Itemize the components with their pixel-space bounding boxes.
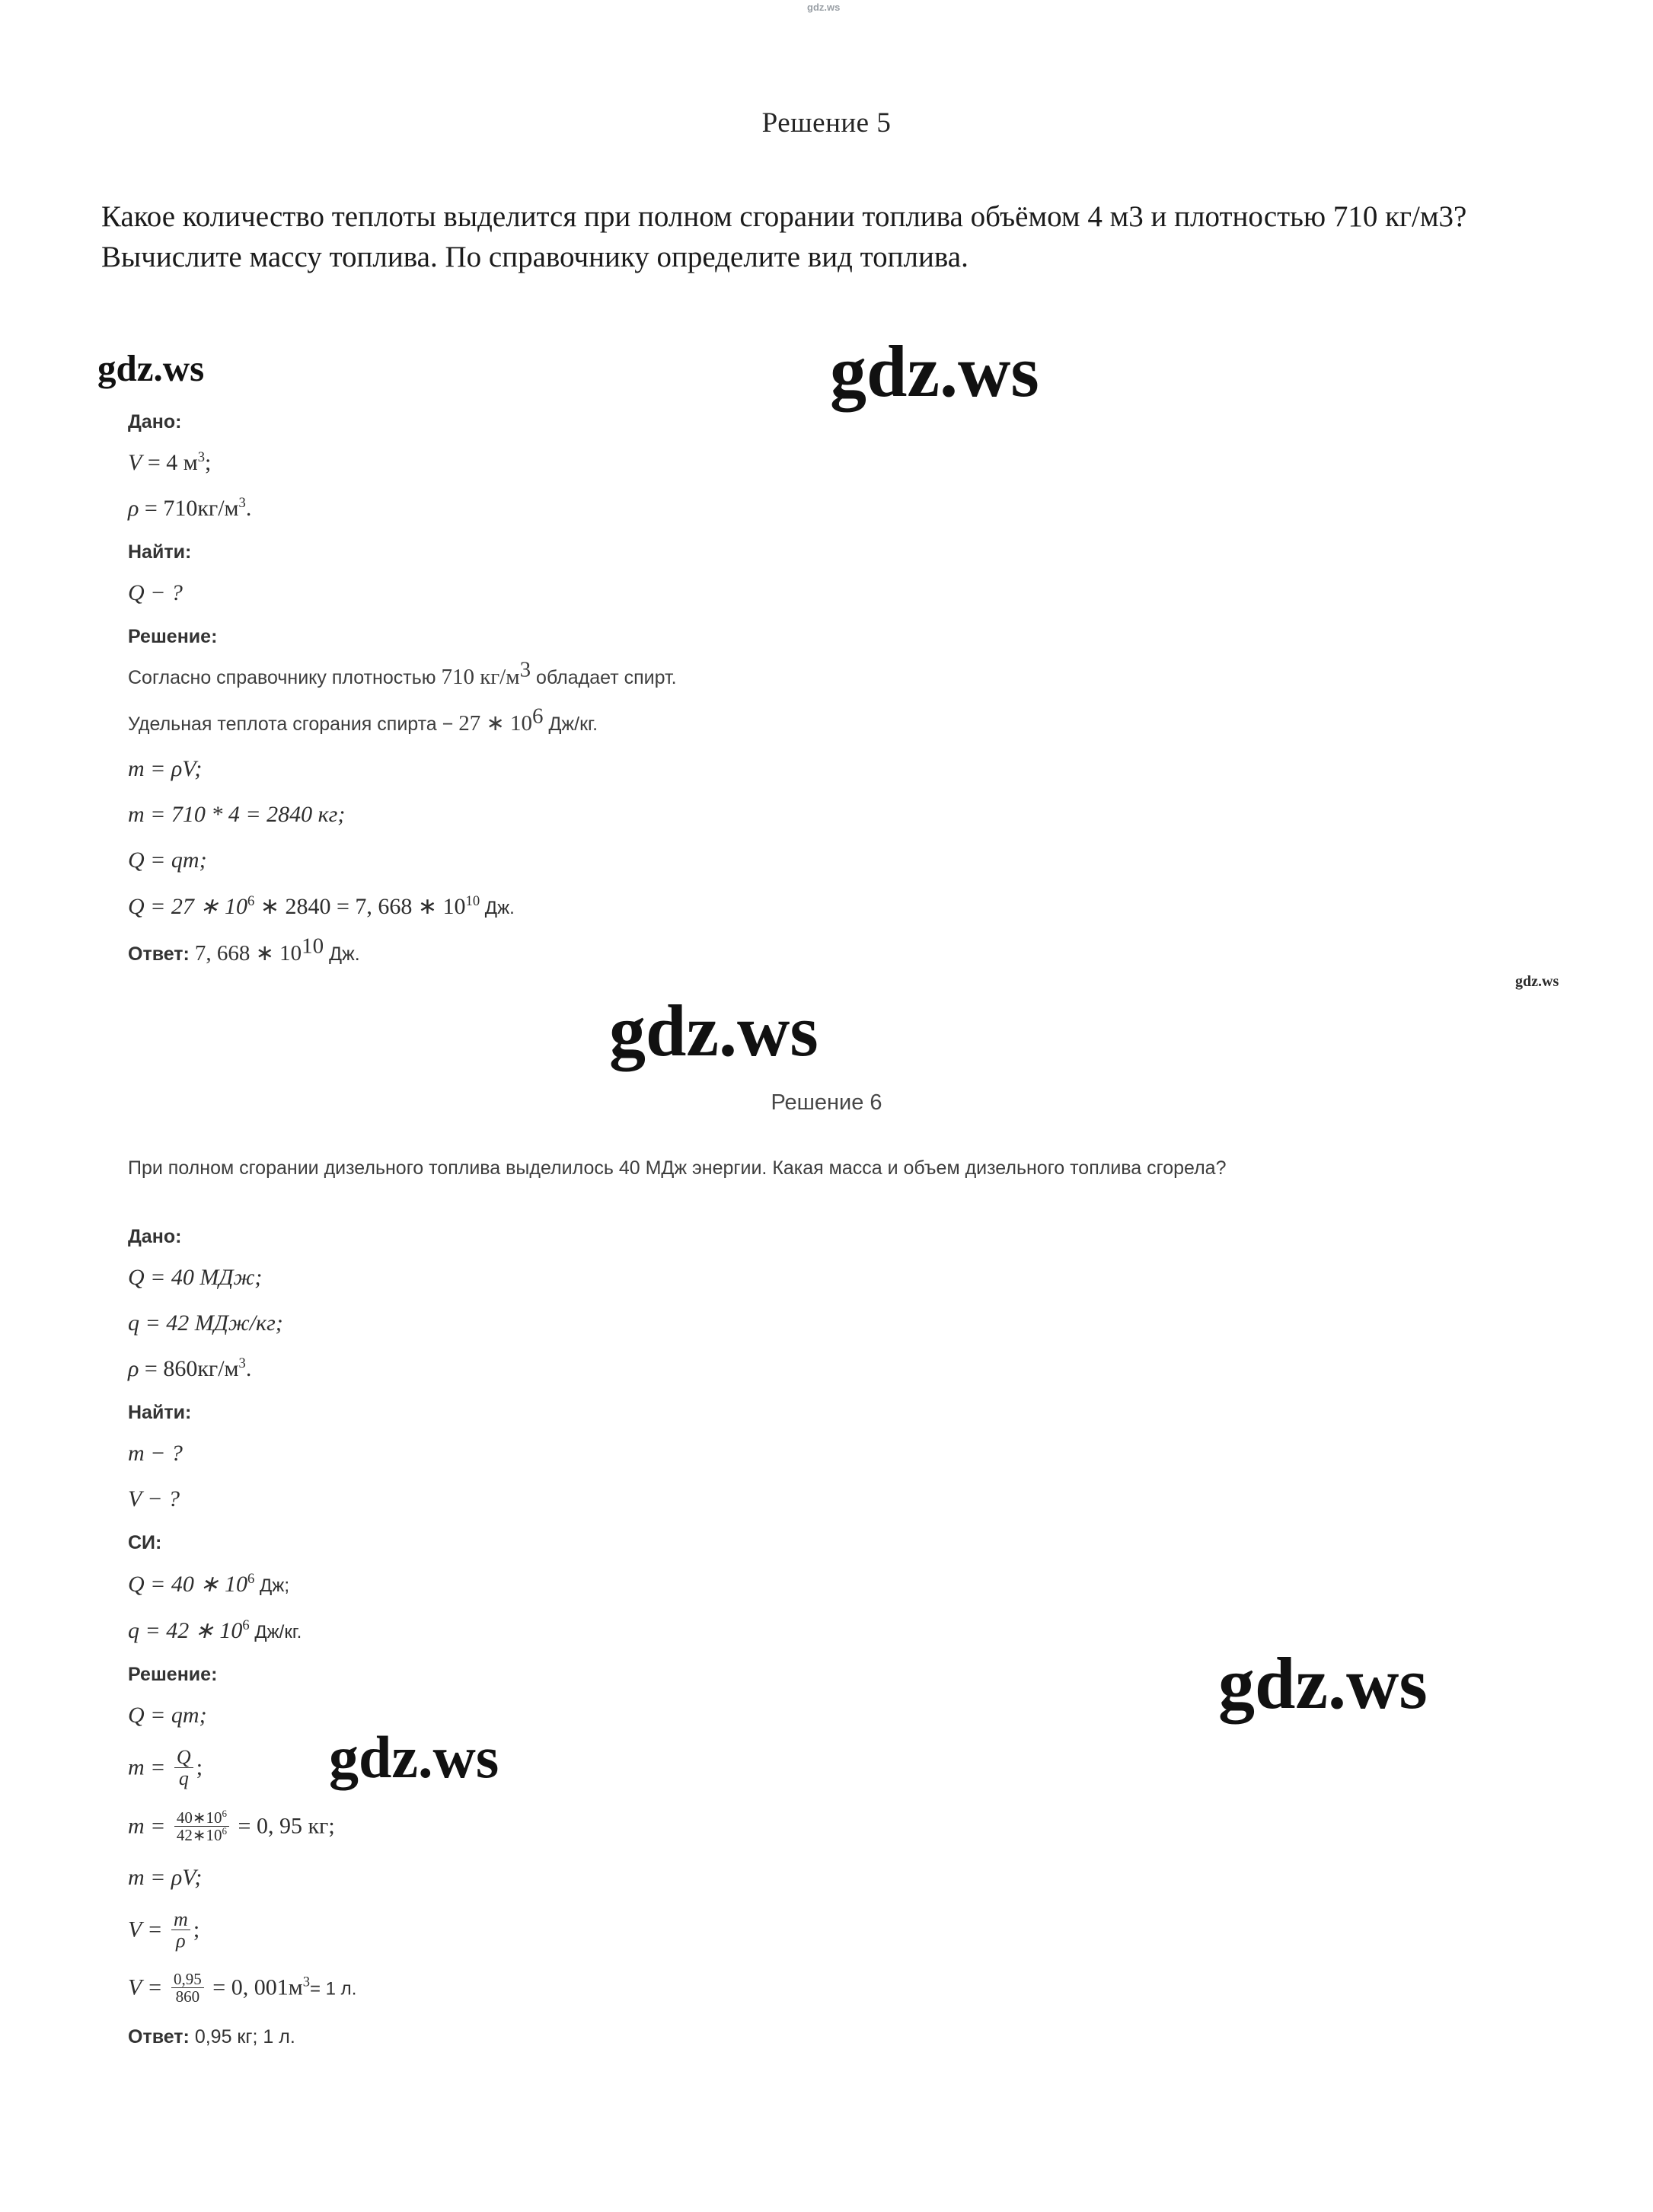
step6-mid: = 0, 001м [212,1974,303,2000]
si-heat-exp: 6 [247,1571,255,1587]
step3-text: Q = qm; [128,847,207,873]
si-spec-pre: q = 42 ∗ 10 [128,1618,243,1643]
watermark-c: gdz.ws [609,990,819,1071]
step2-symbol-6: m = [128,1754,166,1780]
fraction-denominator-860: 860 [175,1987,200,2006]
step4-mid: ∗ 2840 = 7, 668 ∗ 10 [254,894,466,919]
solution-6-heading-text: Решение 6 [771,1090,882,1115]
answer-label-5: Ответ: [128,943,190,965]
watermark-top: gdz.ws [807,2,841,13]
step6-exp: 3 [302,1974,310,1990]
volume-value: = 4 м [147,450,198,475]
step-mass-density-6 [128,1865,1422,1891]
fraction-numerator-numeric: $40∗10^6$ [174,1809,229,1827]
step-volume-value-6 [128,1972,1422,2006]
find-v-text: V − ? [128,1486,180,1511]
note-density-lookup [128,657,1422,690]
note-specific-heat [128,704,1422,736]
fraction-numerator: Q [174,1747,193,1768]
answer-value-6: 0,95 кг; 1 л. [194,2026,295,2048]
given-volume-5 [128,450,1422,476]
given-spec-heat-6 [128,1310,1422,1336]
note2-value: 27 ∗ 10 [458,711,533,736]
density-tail: . [245,496,252,521]
fraction-numerator-m: m [171,1909,190,1930]
watermark-e: gdz.ws [1218,1642,1428,1724]
si-label-6: СИ: [128,1532,162,1553]
step-mass-formula-6 [128,1748,1422,1791]
watermark-f: gdz.ws [329,1724,499,1790]
volume-tail: ; [205,450,212,475]
step6-tail: = 1 л. [309,1978,357,2000]
given-density-6 [128,1356,1422,1382]
given-density-5 [128,496,1422,522]
step5-tail-6: ; [193,1917,200,1942]
solution-6-statement: При полном сгорании дизельного топлива выделилось 40 МДж энергии. Какая масса и объем дизельного топлива сгорела? [128,1157,1227,1179]
volume-exponent: 3 [197,449,206,465]
find-v-6 [128,1486,1422,1512]
solution-6-body [128,1226,1422,2048]
watermark-a: gdz.ws [97,347,205,389]
density-exponent: 3 [238,495,246,511]
note2-pre: Удельная теплота сгорания спирта − [128,713,459,735]
fraction-denominator-numeric: $42∗10^6$ [176,1824,228,1844]
find-m-6 [128,1441,1422,1467]
step3-tail-6: = 0, 95 кг; [238,1813,335,1839]
note1-post: обладает спирт. [531,667,677,688]
step6-symbol-6: V = [128,1974,163,2000]
find-m-text: m − ? [128,1441,183,1466]
given-heat-6 [128,1265,1422,1291]
volume-symbol: V [128,450,142,475]
answer-label-6: Ответ: [128,2026,190,2048]
step2-tail-6: ; [196,1754,203,1780]
density-value: = 710кг/м [144,496,239,521]
density-symbol-6: ρ [128,1356,139,1381]
step3-symbol-6: m = [128,1813,166,1839]
note1-value: 710 кг/м [441,665,520,689]
si-heat-6 [128,1571,1422,1598]
find-q-text: Q − ? [128,580,183,605]
solution-5-heading-text: Решение 5 [761,107,892,139]
density-value-6: = 860кг/м [144,1356,239,1381]
find-label-5: Найти: [128,541,192,563]
step-mass-value-6 [128,1807,1422,1845]
fraction-q-over-q [174,1747,193,1789]
answer-exponent-5: 10 [302,934,324,959]
solution-5-statement: Какое количество теплоты выделится при полном сгорании топлива объёмом 4 м3 и плотностью 710 кг/м3? Вычислите массу топлива. По справочнику определите вид топлива. [101,200,1467,274]
step4-exp1: 6 [247,893,255,909]
si-spec-post: Дж/кг. [249,1622,302,1642]
step-volume-formula-6 [128,1907,1422,1953]
solution-5-body [128,411,1422,966]
step-heat-formula-5 [128,847,1422,873]
step4-post: Дж. [480,898,515,918]
note1-exponent: 3 [519,657,531,682]
fraction-denominator-rho: ρ [176,1929,186,1952]
density-symbol: ρ [128,496,139,521]
given-spec-heat-text: q = 42 МДж/кг; [128,1310,283,1336]
step2-text: m = 710 * 4 = 2840 кг; [128,802,346,827]
step4-exp2: 10 [465,893,480,909]
si-spec-exp: 6 [242,1617,250,1633]
answer-unit-5: Дж. [324,943,360,965]
step-heat-value-5 [128,893,1422,920]
density-tail-6: . [245,1356,252,1381]
step5-symbol-6: V = [128,1917,163,1942]
step4-pre: Q = 27 ∗ 10 [128,894,248,919]
si-spec-heat-6 [128,1617,1422,1644]
step1-text: m = ρV; [128,756,203,781]
step-mass-formula-5 [128,756,1422,782]
solution-6-heading [0,1090,1653,1116]
density-exponent-6: 3 [238,1355,246,1371]
step-mass-value-5 [128,802,1422,828]
solution-label-6: Решение: [128,1664,218,1685]
note2-post: Дж/кг. [543,713,598,735]
si-heat-post: Дж; [254,1575,289,1596]
watermark-d: gdz.ws [1515,973,1559,990]
find-label-6: Найти: [128,1402,192,1423]
given-heat-text: Q = 40 МДж; [128,1265,263,1290]
answer-value-5: 7, 668 ∗ 10 [194,941,302,966]
fraction-numeric-mass [174,1809,229,1843]
solution-label-5: Решение: [128,626,218,647]
fraction-m-over-rho [171,1909,190,1952]
answer-6 [128,2026,1422,2048]
answer-5 [128,934,1422,966]
fraction-denominator: q [178,1767,189,1790]
step1-text-6: Q = qm; [128,1703,207,1728]
find-q-5 [128,580,1422,606]
fraction-numeric-volume [171,1971,204,2005]
note2-exponent: 6 [532,704,544,729]
note1-pre: Согласно справочнику плотностью [128,667,442,688]
watermark-b: gdz.ws [830,330,1039,412]
given-label-5: Дано: [128,411,182,433]
solution-5-heading [0,107,1653,139]
si-heat-pre: Q = 40 ∗ 10 [128,1572,248,1597]
given-label-6: Дано: [128,1226,182,1247]
fraction-numerator-095: 0,95 [171,1971,204,1988]
step4-text-6: m = ρV; [128,1864,203,1890]
